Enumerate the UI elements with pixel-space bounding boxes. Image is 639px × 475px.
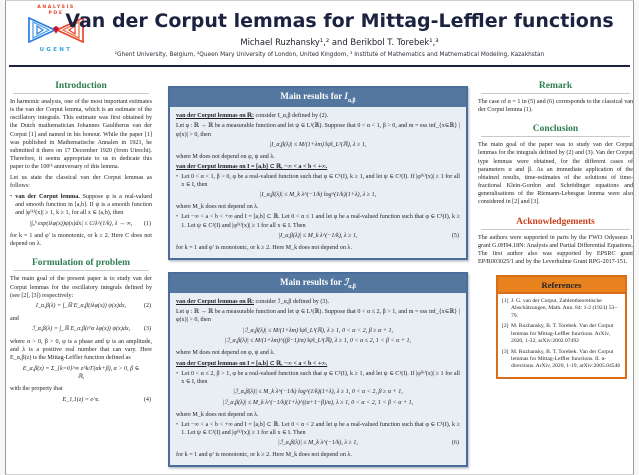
box2-item-2: • Let −∞ < a < b < +∞ and I = [a,b] ⊂ ℝ. Let 0 < α < 2 and let φ be a real-valued function such that φ ∈ Cᵏ(I), k ≥ 1. Let ψ ∈ C¹(I) and |φ⁽ᵏ⁾(x)| ≥ 1 for all x ∈ I. Then: [176, 421, 460, 437]
introduction-paragraph-1: In harmonic analysis, one of the most important estimates is the van der Corput lemma, which is an estimate of the oscillatory integrals. This estimate was first obtained by the Dutch mathematician Johannes Gaultherus van der Corput [1] and named in his honour. While the paper [1] was published in Mathematische Annalen in 1921, he submitted it there on 17 December 1920 (from Utrecht). Therefore, it seems appropriate to us to dedicate this paper to the 100ᵗʰ anniversary of this lemma.: [10, 99, 152, 171]
box1-where-r: where M does not depend on φ, ψ and λ.: [176, 153, 275, 160]
conclusion-heading: Conclusion: [481, 124, 630, 137]
vdc-lemma-title: van der Corput lemma.: [15, 193, 80, 200]
formulation-heading: Formulation of problem: [13, 258, 149, 271]
equation-5: |I_α,β(λ)| ≤ M_k λ^(−1/k), λ ≥ 1, (5): [278, 232, 459, 239]
equation-6-number: (6): [451, 440, 459, 447]
box2-item-1: • Let 0 < α ≤ 2, β > 1, φ be a real-valued function such that φ ∈ Cᵏ(I), k ≥ 1, and let ψ ∈ C¹(I). If |φ⁽ᵏ⁾(x)| ≥ 1 for all x ∈ I, then: [176, 369, 460, 385]
reference-number: [1]: [502, 298, 509, 305]
conclusion-text: The main goal of the paper was to study van der Corput lemmas for the integrals defined by (2) and (3). Van der Corput type lemmas were obtained, for the different cases of parameters α and β. As an immediate application of the obtained results, time-estimates of the solutions of time-fractional Klein-Gordon and Schrödinger equations and generalisations of the Riemann-Lebesgue lemma were also considered in [2] and [3].: [478, 142, 633, 206]
poster-page: [5, 0, 634, 475]
vdc-lemma-item: [10, 193, 152, 217]
box1-tail: for k = 1 and φ′ is monotonic, or k ≥ 2. Here M_k does not depend on λ.: [176, 244, 352, 251]
box2-lead-r: van der Corput lemmas on ℝ: consider ℐ_α,β defined by (3).: [176, 299, 329, 306]
remark-heading: Remark: [481, 81, 630, 94]
mittag-leffler-definition: E_α,β(z) = Σ_{k=0}^∞ z^k/Γ(αk+β), α > 0, β ∈ ℝ,: [22, 365, 140, 380]
center-column: [168, 86, 468, 475]
box2-lead-interval: van der Corput lemmas on I = [a,b] ⊂ ℝ, −∞ < a < b < +∞.: [176, 360, 328, 367]
right-column: [478, 75, 633, 379]
vdc-lemma-text: van der Corput lemma. Suppose φ is a real-valued and smooth function in [a,b]. If ψ is a smooth function and |φ⁽ᵏ⁾(x)| ≥ 1, k ≥ 1, for all x ∈ (a,b), then: [15, 193, 152, 217]
box2-tail: for k = 1 and φ′ is monotonic, or k ≥ 2. Here M_k does not depend on λ.: [176, 452, 352, 459]
bullet-icon: •: [10, 192, 13, 200]
equation-2: I_α,β(λ) = ∫_ℝ E_α,β(iλφ(x)) ψ(x)dx, (2): [35, 303, 151, 310]
equation-2-number: (2): [143, 303, 151, 310]
box2-setup-r: Let φ : ℝ → ℝ be a measurable function and let ψ ∈ L¹(ℝ). Suppose that 0 < α ≤ 2, β > 1, and m = ess inf_{x∈ℝ} |φ(x)| > 0, then: [176, 309, 460, 324]
poster-title: Van der Corput lemmas for Mittag-Leffler functions: [65, 10, 614, 32]
box2-body: [170, 293, 466, 465]
equation-1: |∫ₐᵇ exp(iλφ(x))ψ(x)dx| ≤ C/λ^(1/k), λ → ∞, (1): [29, 220, 151, 227]
box1-setup-r: Let φ : ℝ → ℝ be a measurable function and let ψ ∈ L¹(ℝ). Suppose that 0 < α < 1, β > 0, and m = ess inf_{x∈ℝ} |φ(x)| > 0, then: [176, 123, 460, 138]
acknowledgements-text: The authors were supported in parts by the FWO Odysseus 1 grant G.0H94.18N: Analysis and Partial Differential Equations. The first author also was supported by EPSRC grant EP/R003025/1 and by the Leverhulme Grant RPG-2017-151.: [478, 234, 633, 266]
main-results-box-2: [168, 272, 468, 468]
equation-1-number: (1): [143, 220, 151, 227]
box1-title: Main results for $I_{\alpha,\beta}$: [170, 88, 466, 107]
box1-equation-i1: |I_α,β(λ)| ≤ M_k λ^(−1/k) log^(1/k)(1+λ), λ ≥ 1,: [259, 192, 377, 199]
reference-item: [502, 349, 621, 371]
formulation-and: and: [10, 315, 19, 322]
equation-6: |ℐ_α,β(λ)| ≤ M_k λ^(−1/k), λ ≥ 1, (6): [278, 440, 459, 447]
references-box: [496, 275, 627, 379]
bullet-icon: •: [176, 213, 179, 221]
bullet-icon: •: [176, 369, 179, 377]
box1-lead-interval: van der Corput lemmas on I = [a,b] ⊂ ℝ, −∞ < a < b < +∞.: [176, 163, 328, 170]
box2-title: Main results for ℐ$_{\alpha,\beta}$: [170, 274, 466, 293]
box2-equation-i2: |ℐ_α,β(λ)| ≤ M_k λ^(−1/k)(1+λ)^((α+1−β)/α), λ ≥ 1, 0 < α < 2, 1 < β < α + 1,: [222, 399, 414, 406]
box2-equation-r1: |ℐ_α,β(λ)| ≤ M/(1+λm) ‖ψ‖_L¹(ℝ), λ ≥ 1, 0 < α < 2, β ≥ α + 1,: [242, 327, 394, 334]
reference-number: [2]: [502, 323, 509, 330]
main-results-box-1: [168, 86, 468, 260]
bullet-icon: •: [176, 421, 179, 429]
box2-where-i: where M_k does not depend on λ.: [176, 411, 259, 418]
remark-text: The case of α = 1 in (5) and (6) corresponds to the classical van der Corput lemma (1).: [478, 99, 633, 114]
equation-5-number: (5): [451, 232, 459, 239]
references-heading: References: [498, 277, 625, 294]
logo-text-pde: PDE: [48, 10, 64, 16]
poster-affiliations: ¹Ghent University, Belgium, ²Queen Mary University of London, United Kingdom, ³ Institute of Mathematics and Mathematical Modeling, Kazakhstan: [114, 52, 545, 58]
introduction-paragraph-2: Let us state the classical van der Corput lemmas as follows:: [10, 174, 152, 190]
box1-where-i1: where M_k does not depend on λ.: [176, 204, 259, 211]
box2-equation-r2: |ℐ_α,β(λ)| ≤ M/(1+λm)^((β−1)/α) ‖ψ‖_L¹(ℝ), λ ≥ 1, 0 < α ≤ 2, 1 < β < α + 1,: [224, 338, 412, 345]
header-divider: [9, 65, 630, 67]
acknowledgements-heading: Acknowledgements: [481, 217, 630, 230]
reference-text: M. Ruzhansky, B. T. Torebek. Van der Corput lemmas for Mittag-Leffler functions. II. α-directions. ArXiv, 2020, 1-19, arXiv:2005.04546: [511, 348, 621, 370]
reference-item: [502, 298, 621, 320]
box1-body: [170, 107, 466, 257]
reference-text: M. Ruzhansky, B. T. Torebek. Van der Corput lemmas for Mittag-Leffler functions. ArXiv, 2020, 1-32, arXiv:2002.07492: [511, 323, 614, 345]
equation-3: ℐ_α,β(λ) = ∫_ℝ E_α,β(i^α λφ(x)) ψ(x)dx, (3): [31, 326, 151, 333]
formulation-paragraph-1: The main goal of the present paper is to study van der Corput lemmas for the oscillatory integrals defined by (see [2], [3]) respectively:: [10, 276, 152, 299]
references-list: [498, 294, 625, 377]
logo-text-ugent: UGENT: [39, 47, 73, 54]
bullet-icon: •: [176, 173, 179, 180]
poster-authors: Michael Ruzhansky¹,² and Berikbol T. Torebek¹,³: [240, 37, 439, 47]
equation-4-number: (4): [143, 396, 151, 403]
introduction-heading: Introduction: [13, 81, 149, 94]
formulation-paragraph-2: where α > 0, β > 0, φ is a phase and ψ is an amplitude, and λ is a positive real number that can vary. Here E_α,β(z) is the Mittag-Leffler function defined as: [10, 338, 152, 362]
box1-item-1: • Let 0 < α < 1, β > 0, φ be a real-valued function such that φ ∈ Cᵏ(I), k ≥ 1, and let ψ ∈ C¹(I). If |φ⁽ᵏ⁾(x)| ≥ 1 for all x ∈ I, then: [176, 173, 460, 189]
box2-where-r: where M does not depend on φ, ψ and λ.: [176, 350, 275, 357]
left-column: [10, 75, 152, 408]
reference-item: [502, 323, 621, 345]
logo-text-analysis: ANALYSIS: [37, 5, 75, 10]
box1-equation-r: |I_α,β(λ)| ≤ M/(1+λm) ‖ψ‖_L¹(ℝ), λ ≥ 1,: [269, 141, 367, 148]
equation-3-number: (3): [143, 326, 151, 333]
equation-4: E_1,1(z) = e^z. (4): [62, 396, 151, 403]
box1-lead-r: van der Corput lemmas on ℝ: consider I_α,β defined by (2).: [176, 113, 329, 120]
reference-text: J. G. van der Corput, Zahlentheoretische Abschätzungen, Math. Ann. 84: 1-2 (1921) 53–79.: [511, 298, 618, 319]
formulation-paragraph-3: with the property that: [10, 386, 63, 393]
box2-equation-i1: |ℐ_α,β(λ)| ≤ M_k λ^(−1/k) log^(1/k)(1+λ), λ ≥ 1, 0 < α < 2, β ≥ α + 1,: [233, 389, 403, 396]
box1-item-2: • Let −∞ < a < b < +∞ and I = [a,b] ⊂ ℝ. Let 0 < α ≤ 1 and let φ be a real-valued function such that φ ∈ Cᵏ(I), k ≥ 1. Let ψ ∈ C¹(I) and |φ⁽ᵏ⁾(x)| ≥ 1 for all x ∈ I. Then: [176, 213, 460, 229]
reference-number: [3]: [502, 348, 509, 355]
after-equation-1: for k = 1 and φ′ is monotonic, or k ≥ 2. Here C does not depend on λ.: [10, 233, 152, 248]
